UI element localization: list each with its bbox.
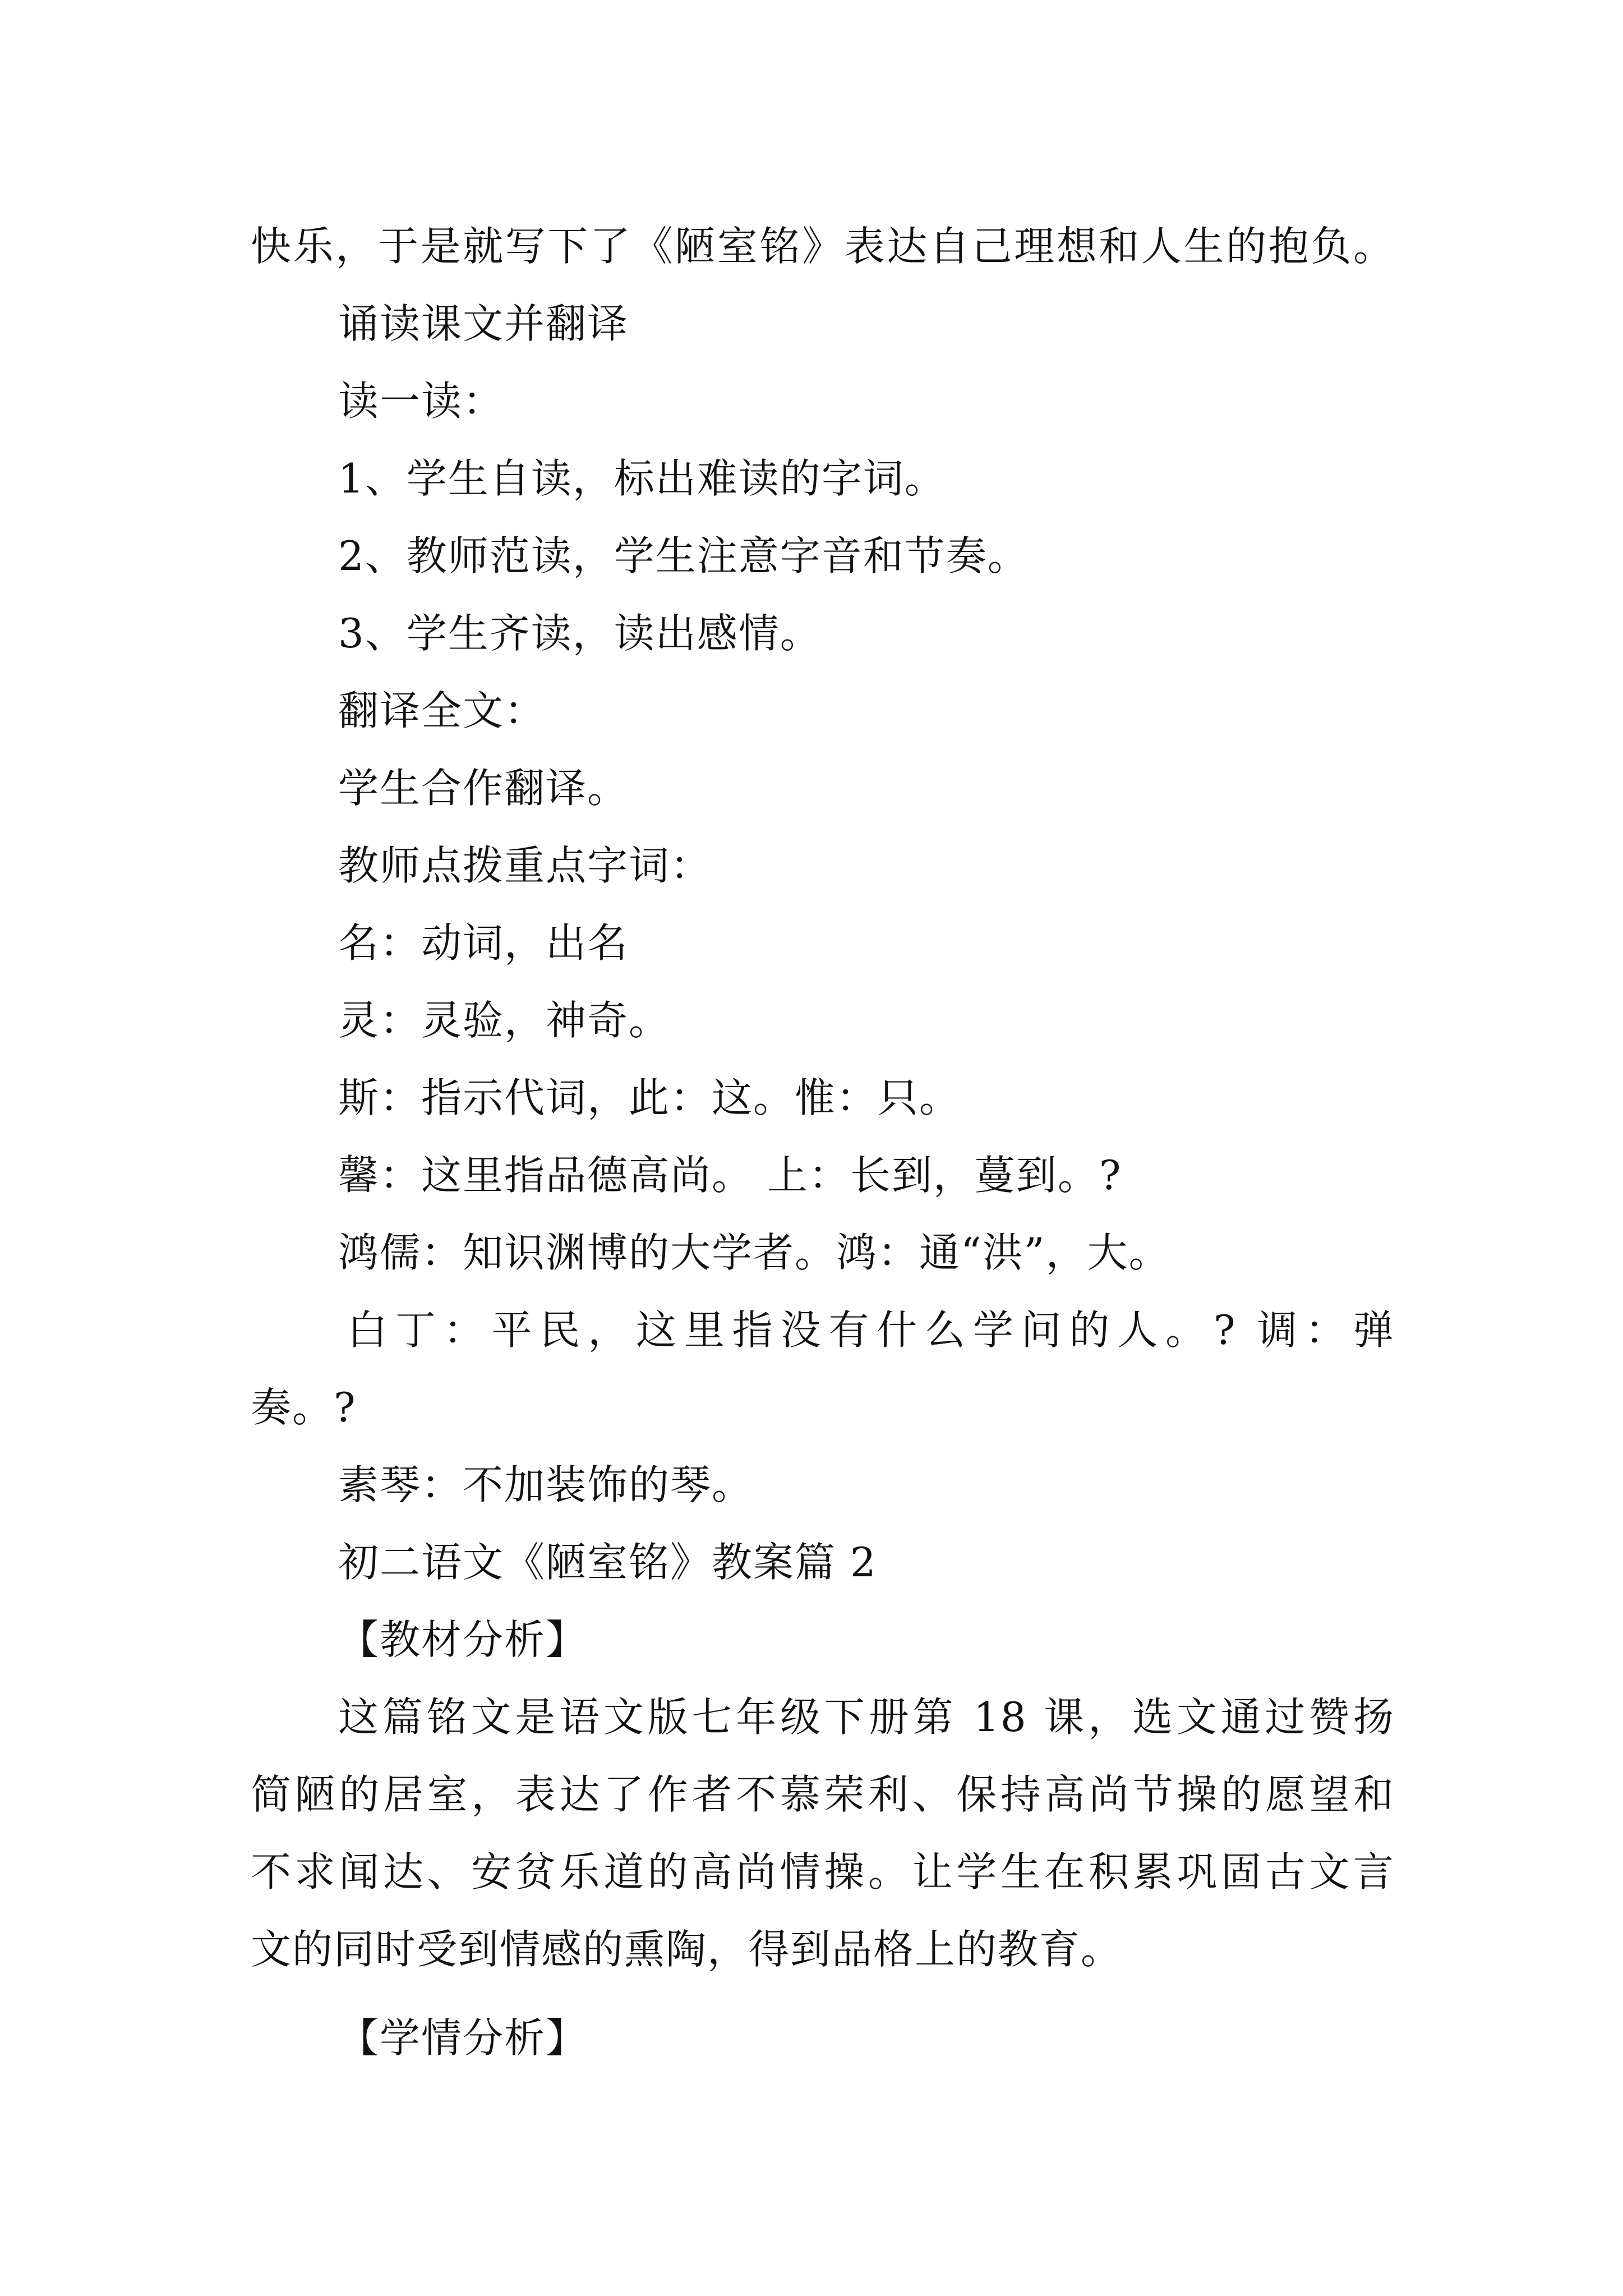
paragraph-line: 学生合作翻译。	[338, 765, 629, 812]
subheading: 教师点拨重点字词：	[338, 842, 712, 889]
vocabulary-item: 白丁：平民，这里指没有什么学问的人。? 调：弹	[347, 1306, 1395, 1354]
vocabulary-item: 名：动词，出名	[338, 919, 629, 967]
paragraph-line: 不求闻达、安贫乐道的高尚情操。让学生在积累巩固古文言	[251, 1848, 1395, 1895]
vocabulary-item: 灵：灵验，神奇。	[338, 997, 671, 1044]
vocabulary-item: 鸿儒：知识渊博的大学者。鸿：通“洪”，大。	[338, 1229, 1170, 1276]
paragraph-gap	[251, 1988, 1395, 1999]
vocabulary-item: 馨：这里指品德高尚。 上：长到，蔓到。?	[338, 1152, 1122, 1199]
paragraph-line: 快乐，于是就写下了《陋室铭》表达自己理想和人生的抱负。	[251, 223, 1395, 270]
vocabulary-item-continuation: 奏。?	[251, 1384, 357, 1431]
paragraph-line: 简陋的居室，表达了作者不慕荣利、保持高尚节操的愿望和	[251, 1771, 1395, 1818]
subheading: 翻译全文：	[338, 687, 546, 734]
list-item: 2、教师范读，学生注意字音和节奏。	[338, 532, 1029, 579]
section-heading: 【教材分析】	[338, 1616, 588, 1663]
paragraph-line: 文的同时受到情感的熏陶，得到品格上的教育。	[251, 1926, 1123, 1973]
section-heading: 【学情分析】	[338, 2014, 588, 2062]
list-item: 3、学生齐读，读出感情。	[338, 610, 822, 657]
paragraph-line: 这篇铭文是语文版七年级下册第 18 课，选文通过赞扬	[338, 1694, 1395, 1741]
document-body	[251, 208, 1395, 2077]
list-item: 1、学生自读，标出难读的字词。	[338, 455, 946, 502]
subheading: 读一读：	[338, 378, 505, 425]
section-title: 初二语文《陋室铭》教案篇 2	[338, 1539, 877, 1586]
section-heading: 诵读课文并翻译	[338, 300, 629, 347]
vocabulary-item: 斯：指示代词，此：这。惟：只。	[338, 1074, 961, 1121]
vocabulary-item: 素琴：不加装饰的琴。	[338, 1461, 754, 1508]
